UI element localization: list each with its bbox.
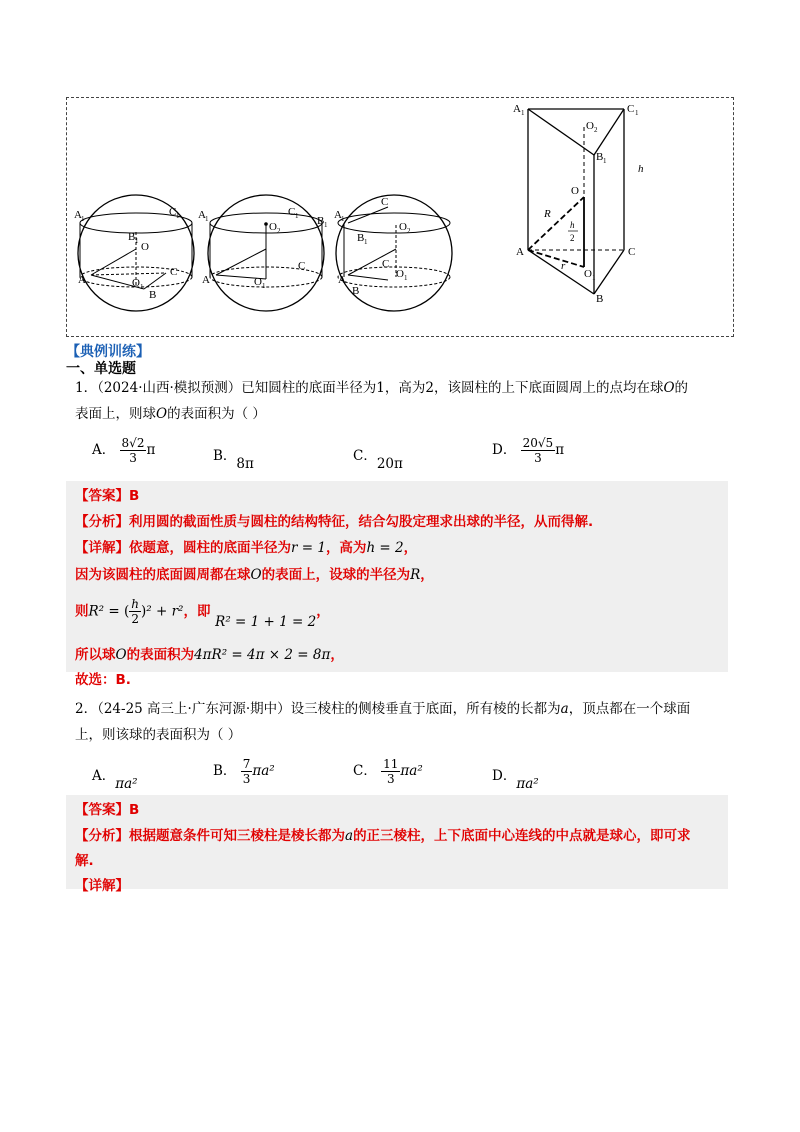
subsection-title: 一、单选题 xyxy=(66,361,136,377)
svg-text:O: O xyxy=(141,241,149,253)
svg-text:r: r xyxy=(561,260,566,272)
q2-option-c[interactable]: C． $\frac{11}{3}$ πa² xyxy=(353,757,423,786)
svg-text:h: h xyxy=(638,163,644,175)
q1-analysis: 【分析】利用圆的截面性质与圆柱的结构特征，结合勾股定理求出球的半径，从而得解. xyxy=(75,514,594,530)
svg-text:1: 1 xyxy=(205,215,209,223)
sphere-figure-1 xyxy=(74,195,194,311)
q2-answer: 【答案】B xyxy=(75,802,140,818)
svg-text:C: C xyxy=(169,206,177,218)
fraction: $\frac{11}{3}$ xyxy=(383,757,399,786)
svg-text:1: 1 xyxy=(324,221,328,229)
q1-detail-line3: 则R² = ( $\frac{h}{2}$ )² + r²，即 R² = 1 + 1 = 2， xyxy=(75,597,330,630)
q1-option-a[interactable]: A． $\frac{8√2}{3}$ π xyxy=(92,436,156,465)
svg-text:O: O xyxy=(399,221,407,233)
q1-stem-line2: 表面上，则球O的表面积为（ ） xyxy=(75,406,266,422)
svg-text:1: 1 xyxy=(521,109,525,117)
geometry-figures xyxy=(66,97,746,342)
svg-text:1: 1 xyxy=(135,237,139,245)
svg-text:C: C xyxy=(382,258,390,270)
q2-option-d[interactable]: D．πa² xyxy=(492,768,539,792)
svg-text:1: 1 xyxy=(603,157,607,165)
svg-text:A: A xyxy=(338,274,346,286)
q2-analysis-line2: 解. xyxy=(75,853,94,869)
svg-text:B: B xyxy=(596,151,604,163)
svg-text:C: C xyxy=(628,246,636,258)
q2-option-b[interactable]: B． $\frac{7}{3}$ πa² xyxy=(213,757,275,786)
q2-option-a[interactable]: A．πa² xyxy=(92,768,138,792)
svg-text:O: O xyxy=(132,277,140,289)
q1-detail-line2: 因为该圆柱的底面圆周都在球O的表面上，设球的半径为R， xyxy=(75,567,434,583)
svg-text:C: C xyxy=(627,103,635,115)
fraction: $\frac{20√5}{3}$ xyxy=(522,436,554,465)
q1-detail-line1: 【详解】依题意，圆柱的底面半径为r = 1，高为h = 2， xyxy=(75,540,418,556)
fraction: $\frac{8√2}{3}$ xyxy=(121,436,145,465)
q1-answer: 【答案】B xyxy=(75,488,140,504)
svg-text:B: B xyxy=(317,215,325,227)
svg-text:1: 1 xyxy=(635,109,639,117)
svg-text:2: 2 xyxy=(277,227,281,235)
svg-text:B: B xyxy=(128,231,136,243)
svg-text:A: A xyxy=(78,274,86,286)
svg-text:A: A xyxy=(198,209,206,221)
sphere-figure-3 xyxy=(334,195,452,311)
svg-text:2: 2 xyxy=(407,227,411,235)
svg-text:O: O xyxy=(269,221,277,233)
svg-text:R: R xyxy=(544,208,551,220)
svg-text:1: 1 xyxy=(364,238,368,246)
svg-text:1: 1 xyxy=(262,282,266,290)
svg-text:1: 1 xyxy=(341,215,345,223)
q2-stem-line2: 上，则该球的表面积为（ ） xyxy=(75,727,242,743)
svg-text:h: h xyxy=(570,220,575,230)
q1-option-d[interactable]: D． $\frac{20√5}{3}$ π xyxy=(492,436,565,465)
svg-text:A: A xyxy=(516,246,524,258)
svg-text:1: 1 xyxy=(404,274,408,282)
svg-text:O: O xyxy=(586,120,594,132)
svg-text:1: 1 xyxy=(81,215,85,223)
svg-text:2: 2 xyxy=(594,126,598,134)
prism-figure xyxy=(513,103,644,305)
svg-text:B: B xyxy=(352,285,360,297)
q1-option-c[interactable]: C．20π xyxy=(353,448,403,472)
svg-text:O: O xyxy=(584,268,592,280)
sphere-figure-2 xyxy=(198,195,328,311)
svg-text:O: O xyxy=(571,185,579,197)
svg-text:1: 1 xyxy=(176,212,180,220)
svg-text:A: A xyxy=(513,103,521,115)
svg-text:O: O xyxy=(254,276,262,288)
svg-text:A: A xyxy=(334,209,342,221)
fraction: $\frac{7}{3}$ xyxy=(242,757,251,786)
q2-detail: 【详解】 xyxy=(75,878,129,894)
label: A xyxy=(74,209,82,221)
svg-text:C: C xyxy=(381,196,389,208)
svg-text:B: B xyxy=(596,293,604,305)
svg-text:C: C xyxy=(298,260,306,272)
q1-option-b[interactable]: B．8π xyxy=(213,448,254,472)
q2-analysis-line1: 【分析】根据题意条件可知三棱柱是棱长都为a的正三棱柱，上下底面中心连线的中点就是球心，即可求 xyxy=(75,828,691,844)
fraction: $\frac{h}{2}$ xyxy=(131,597,139,626)
q1-conclusion: 故选：B. xyxy=(75,672,131,688)
svg-text:B: B xyxy=(357,232,365,244)
svg-text:A: A xyxy=(202,274,210,286)
svg-text:O: O xyxy=(396,268,404,280)
section-title: 【典例训练】 xyxy=(66,344,150,360)
q2-stem-line1: 2．（24-25 高三上·广东河源·期中）设三棱柱的侧棱垂直于底面，所有棱的长都为a，顶点都在一个球面 xyxy=(75,701,691,717)
svg-text:1: 1 xyxy=(592,274,596,282)
q1-stem-line1: 1．（2024·山西·模拟预测）已知圆柱的底面半径为1，高为2，该圆柱的上下底面圆周上的点均在球O的 xyxy=(75,380,689,396)
svg-text:1: 1 xyxy=(140,283,144,291)
svg-text:2: 2 xyxy=(570,233,575,243)
q1-detail-line4: 所以球O的表面积为4πR² = 4π × 2 = 8π， xyxy=(75,647,344,663)
svg-text:C: C xyxy=(288,206,296,218)
svg-text:C: C xyxy=(170,266,178,278)
svg-text:B: B xyxy=(149,289,157,301)
svg-text:1: 1 xyxy=(295,212,299,220)
